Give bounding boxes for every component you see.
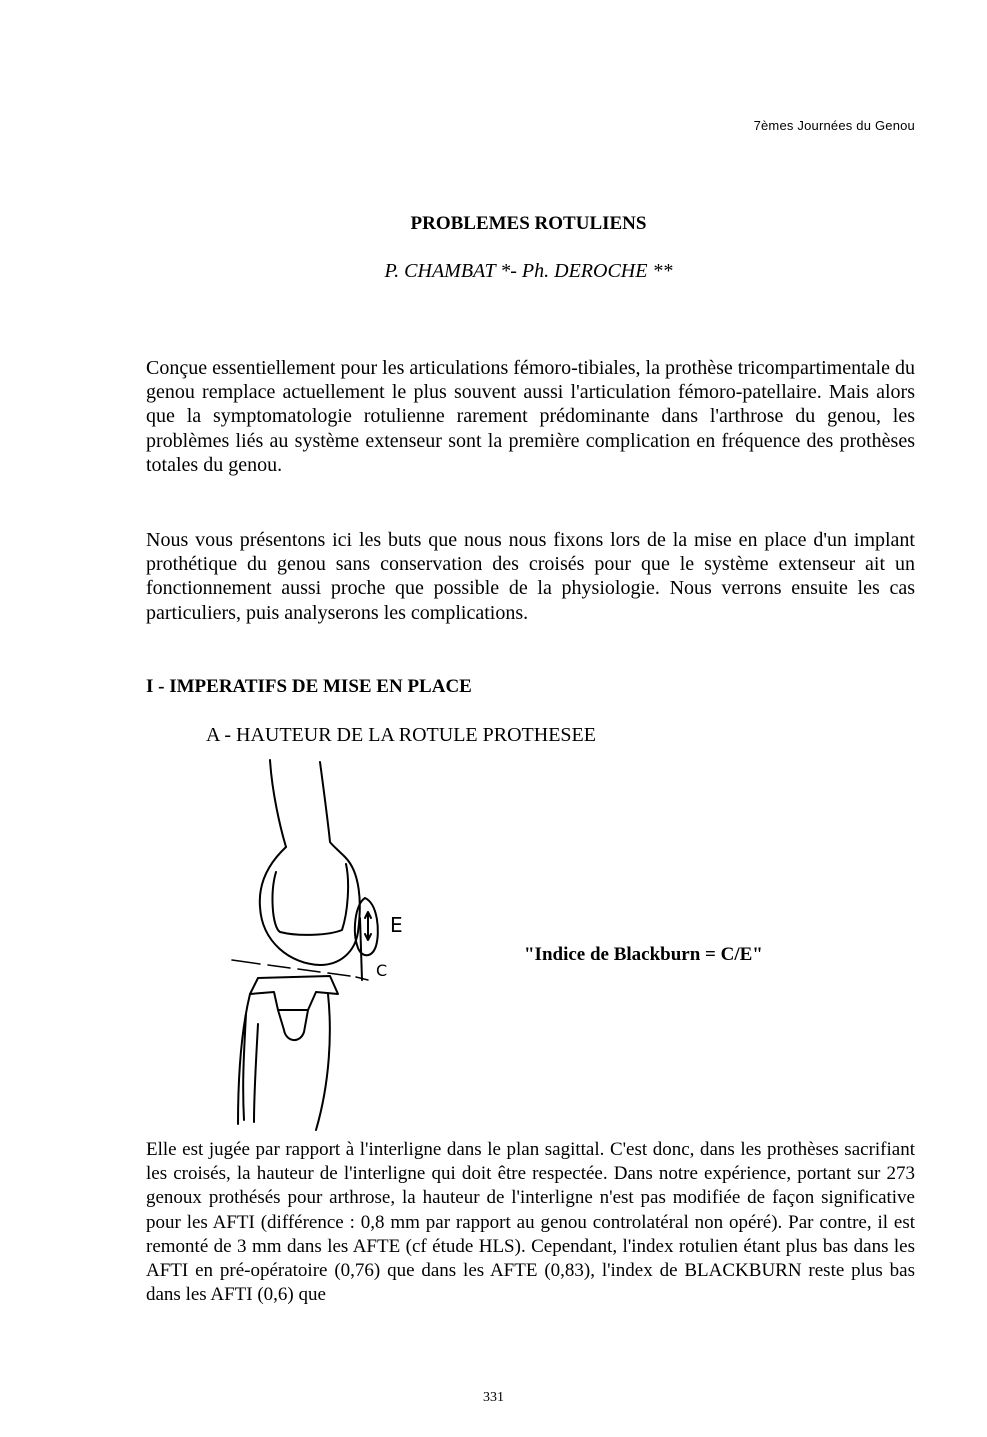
body-paragraph-3: Elle est jugée par rapport à l'interligne dans le plan sagittal. C'est donc, dans les prothèses sacrifiant les croisés, la hauteur de l'interligne qui doit être respectée. Dans notre expérience, portant sur 273 genoux prothésés pour arthrose, la hauteur de l'interligne n'est pas modifiée de façon significative pour les AFTI (différence : 0,8 mm par rapport au genou controlatéral non opéré). Par contre, il est remonté de 3 mm dans les AFTE (cf étude HLS). Cependant, l'index rotulien étant plus bas dans les AFTI en pré-opératoire (0,76) que dans les AFTE (0,83), l'index de BLACKBURN reste plus bas dans les AFTI (0,6) que	[146, 1139, 915, 1306]
tibial-tray	[250, 976, 338, 1010]
measure-e-arrow	[365, 912, 371, 940]
tibial-stem	[278, 1010, 308, 1040]
label-e: E	[390, 913, 403, 937]
article-title: PROBLEMES ROTULIENS	[410, 213, 647, 234]
femoral-condyle	[260, 842, 360, 965]
subsection-heading: A - HAUTEUR DE LA ROTULE PROTHESEE	[206, 724, 596, 746]
intro-paragraph-2: Nous vous présentons ici les buts que nous nous fixons lors de la mise en place d'un implant prothétique du genou sans conservation des croisés pour que le système extenseur ait un fonctionnement aussi proche que possible de la physiologie. Nous verrons ensuite les cas particuliers, puis analyserons les complications.	[146, 529, 915, 624]
page-number: 331	[483, 1390, 504, 1405]
intro-paragraph-1: Conçue essentiellement pour les articulations fémoro-tibiales, la prothèse tricompartimentale du genou remplace actuellement le plus souvent aussi l'articulation fémoro-patellaire. Mais alors que la symptomatologie rotulienne rarement prédominante dans l'arthrose du genou, les problèmes liés au système extenseur sont la première complication en fréquence des prothèses totales du genou.	[146, 357, 915, 476]
section-heading: I - IMPERATIFS DE MISE EN PLACE	[146, 676, 472, 697]
measure-line-c	[360, 918, 362, 980]
running-header: 7èmes Journées du Genou	[753, 118, 915, 133]
article-authors: P. CHAMBAT *- Ph. DEROCHE **	[384, 260, 673, 282]
femur-shaft-right	[320, 762, 330, 842]
knee-sketch-figure	[220, 752, 440, 1132]
fibula-right	[254, 1024, 258, 1122]
blackburn-index-formula: "Indice de Blackburn = C/E"	[524, 944, 763, 965]
femur-shaft-left	[270, 760, 286, 847]
femoral-component	[273, 864, 349, 935]
label-c: C	[376, 961, 388, 980]
tibia-shaft-right	[316, 994, 330, 1130]
